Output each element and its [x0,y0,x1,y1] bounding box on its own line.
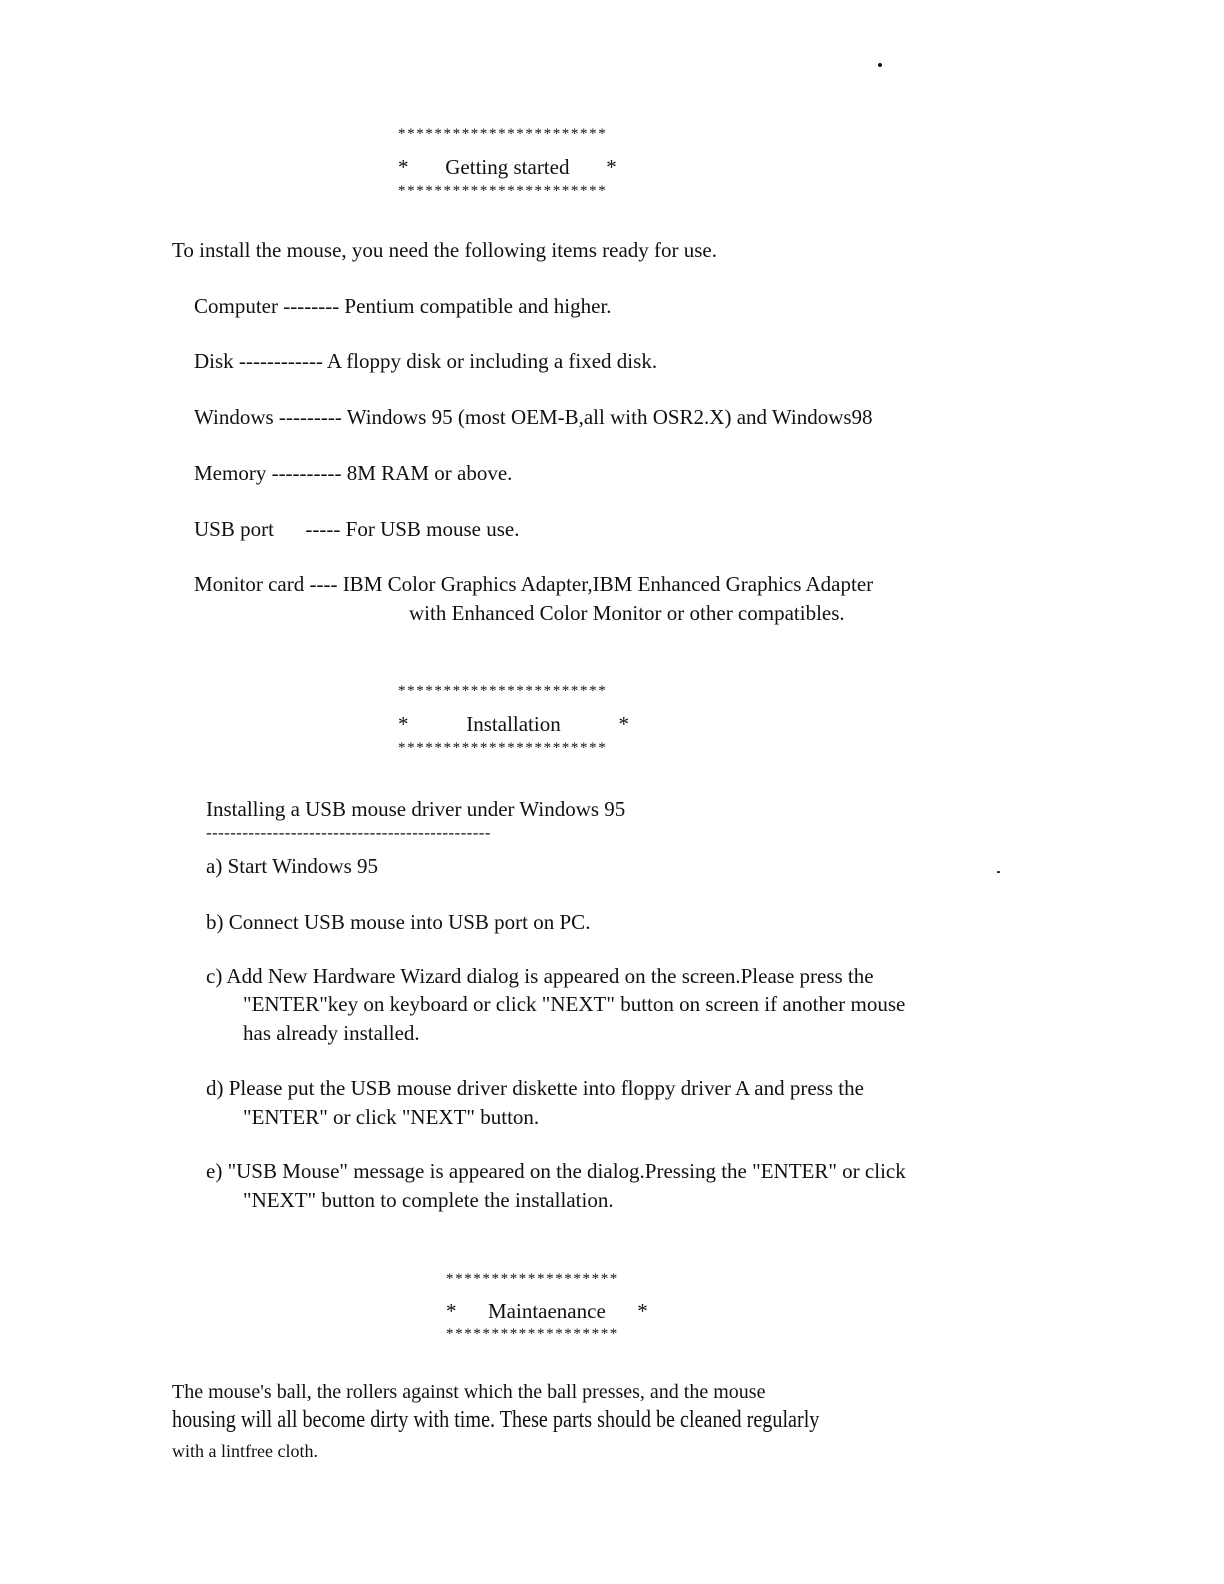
scan-speck [878,63,882,67]
section-border-top: *********************** [398,126,608,142]
install-heading: Installing a USB mouse driver under Windows 95 [206,797,626,821]
requirement-monitor-card: Monitor card ---- IBM Color Graphics Adapter,IBM Enhanced Graphics Adapter [194,572,874,596]
step-c-line-2: "ENTER"key on keyboard or click "NEXT" button on screen if another mouse [243,992,906,1016]
requirement-disk: Disk ------------ A floppy disk or including a fixed disk. [194,349,658,373]
step-e-line-2: "NEXT" button to complete the installation. [243,1188,614,1212]
requirement-usb-port: USB port ----- For USB mouse use. [194,517,520,541]
install-heading-underline: ----------------------------------------------- [206,823,491,842]
section-border-bottom: ******************* [446,1326,619,1342]
section-border-bottom: *********************** [398,740,608,756]
requirement-monitor-card-continuation: with Enhanced Color Monitor or other compatibles. [409,601,845,625]
section-border-bottom: *********************** [398,183,608,199]
step-d-line-2: "ENTER" or click "NEXT" button. [243,1105,540,1129]
requirement-computer: Computer -------- Pentium compatible and higher. [194,294,612,318]
section-title-maintenance: * Maintaenance * [446,1299,648,1323]
maintenance-text-line-1: The mouse's ball, the rollers against which the ball presses, and the mouse [172,1381,766,1403]
requirement-windows: Windows --------- Windows 95 (most OEM-B,all with OSR2.X) and Windows98 [194,405,873,429]
maintenance-text-line-3: with a lintfree cloth. [172,1441,318,1461]
section-title-getting-started: * Getting started * [398,155,617,179]
step-e-line-1: e) "USB Mouse" message is appeared on the dialog.Pressing the "ENTER" or click [206,1159,906,1183]
step-c-line-3: has already installed. [243,1021,420,1045]
section-border-top: *********************** [398,683,608,699]
intro-text: To install the mouse, you need the following items ready for use. [172,238,717,262]
maintenance-text-line-2: housing will all become dirty with time. These parts should be cleaned regularly [172,1407,820,1433]
step-c-line-1: c) Add New Hardware Wizard dialog is appeared on the screen.Please press the [206,964,874,988]
scan-speck [997,871,1000,873]
section-border-top: ******************* [446,1271,619,1287]
step-b: b) Connect USB mouse into USB port on PC. [206,910,591,934]
requirement-memory: Memory ---------- 8M RAM or above. [194,461,513,485]
step-a: a) Start Windows 95 [206,854,378,878]
step-d-line-1: d) Please put the USB mouse driver diskette into floppy driver A and press the [206,1076,864,1100]
section-title-installation: * Installation * [398,712,629,736]
